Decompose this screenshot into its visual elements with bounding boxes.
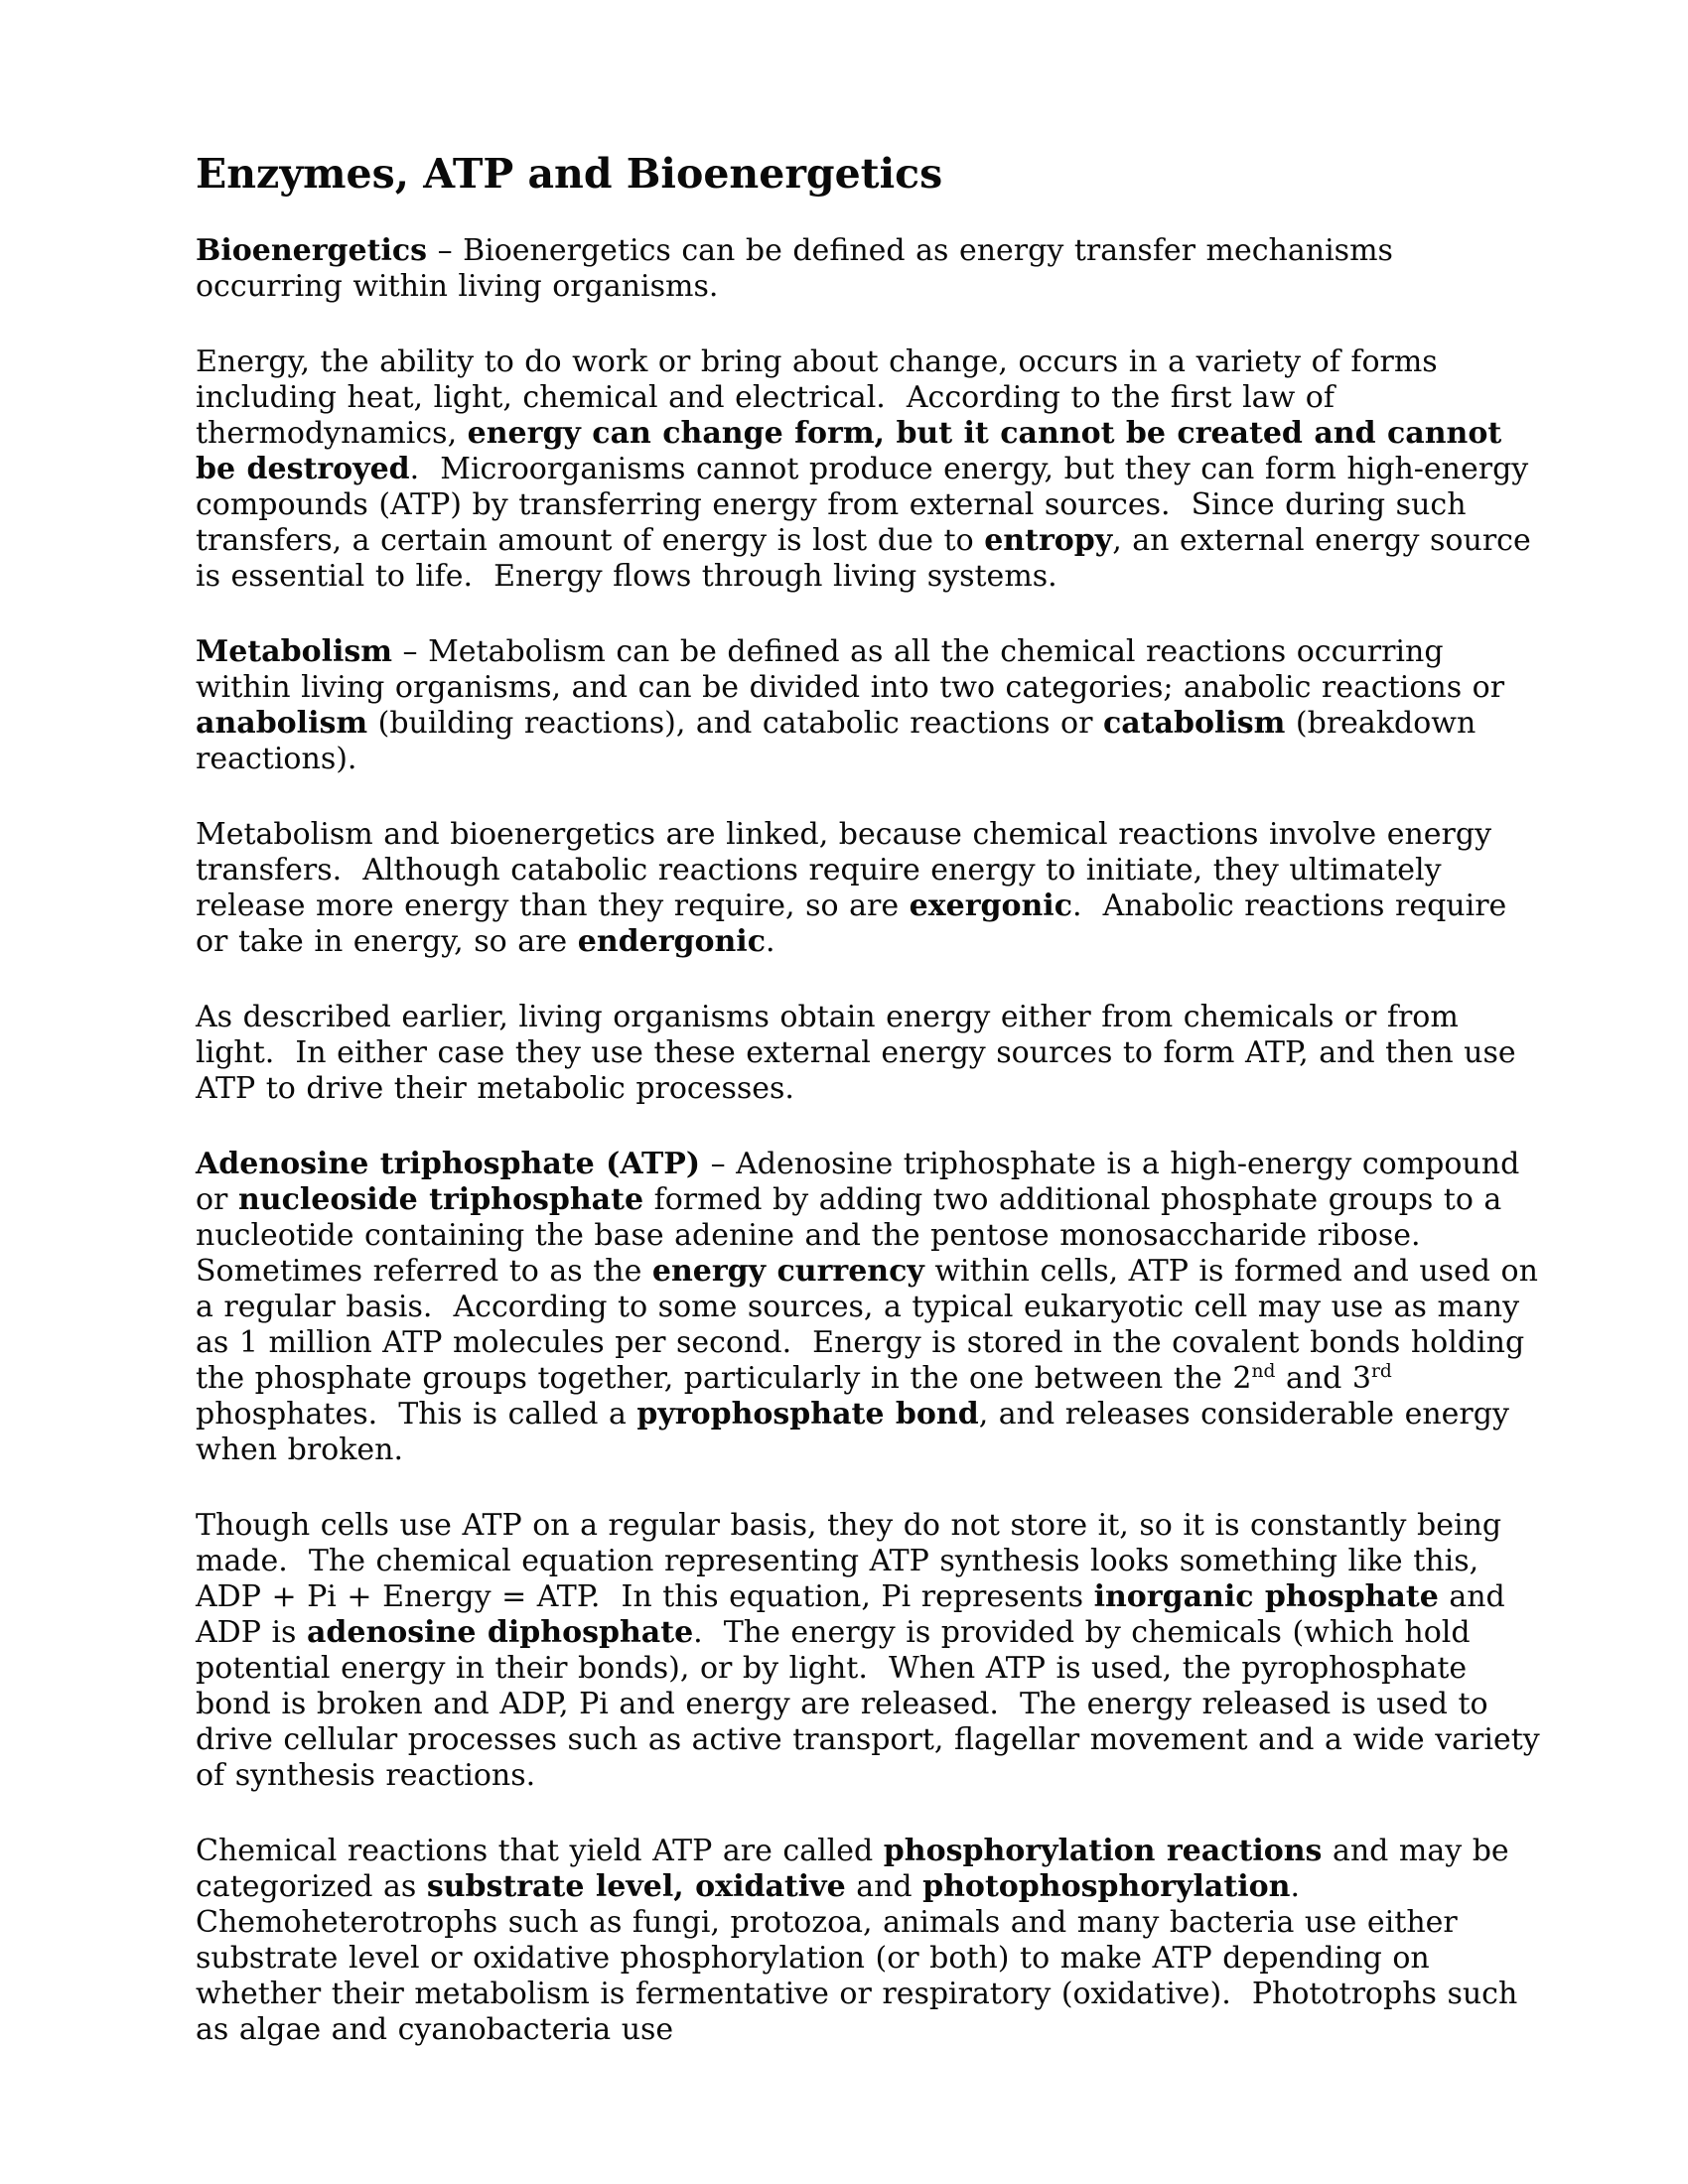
paragraph-atp-synthesis: Though cells use ATP on a regular basis, they do not store it, so it is constantly being made. The chemical equation representing ATP synthesis looks something like this, ADP + Pi + Energy = ATP. In this equation, Pi represents inorganic phosphate and ADP is adenosine diphosphate. The energy is provided by chemicals (which hold potential energy in their bonds), or by light. When ATP is used, the pyrophosphate bond is broken and ADP, Pi and energy are released. The energy released is used to drive cellular processes such as active transport, flagellar movement and a wide variety of synthesis reactions.	[196, 1508, 1540, 1793]
paragraph-energy-sources: As described earlier, living organisms obtain energy either from chemicals or from light. In either case they use these external energy sources to form ATP, and then use ATP to drive their metabolic processes.	[196, 1000, 1516, 1106]
paragraph-atp: Adenosine triphosphate (ATP) – Adenosine triphosphate is a high-energy compound or nucleoside triphosphate formed by adding two additional phosphate groups to a nucleotide containing the base adenine and the pentose monosaccharide ribose. Sometimes referred to as the energy currency within cells, ATP is formed and used on a regular basis. According to some sources, a typical eukaryotic cell may use as many as 1 million ATP molecules per second. Energy is stored in the covalent bonds holding the phosphate groups together, particularly in the one between the 2nd and 3rd phosphates. This is called a pyrophosphate bond, and releases considerable energy when broken.	[196, 1147, 1538, 1467]
document-content	[196, 151, 1544, 2088]
paragraph-metabolism-bioenergetics-link: Metabolism and bioenergetics are linked, because chemical reactions involve energy transfers. Although catabolic reactions require energy to initiate, they ultimately release more energy than they require, so are exergonic. Anabolic reactions require or take in energy, so are endergonic.	[196, 817, 1507, 959]
paragraph-metabolism: Metabolism – Metabolism can be defined as all the chemical reactions occurring within living organisms, and can be divided into two categories; anabolic reactions or anabolism (building reactions), and catabolic reactions or catabolism (breakdown reactions).	[196, 634, 1505, 776]
paragraph-energy-first-law: Energy, the ability to do work or bring about change, occurs in a variety of forms including heat, light, chemical and electrical. According to the first law of thermodynamics, energy can change form, but it cannot be created and cannot be destroyed. Microorganisms cannot produce energy, but they can form high-energy compounds (ATP) by transferring energy from external sources. Since during such transfers, a certain amount of energy is lost due to entropy, an external energy source is essential to life. Energy flows through living systems.	[196, 344, 1531, 594]
paragraph-bioenergetics: Bioenergetics – Bioenergetics can be defined as energy transfer mechanisms occurring within living organisms.	[196, 233, 1393, 304]
document-title: Enzymes, ATP and Bioenergetics	[196, 150, 943, 198]
paragraph-phosphorylation: Chemical reactions that yield ATP are called phosphorylation reactions and may be categorized as substrate level, oxidative and photophosphorylation. Chemoheterotrophs such as fungi, protozoa, animals and many bacteria use either substrate level or oxidative phosphorylation (or both) to make ATP depending on whether their metabolism is fermentative or respiratory (oxidative). Phototrophs such as algae and cyanobacteria use	[196, 1834, 1518, 2047]
